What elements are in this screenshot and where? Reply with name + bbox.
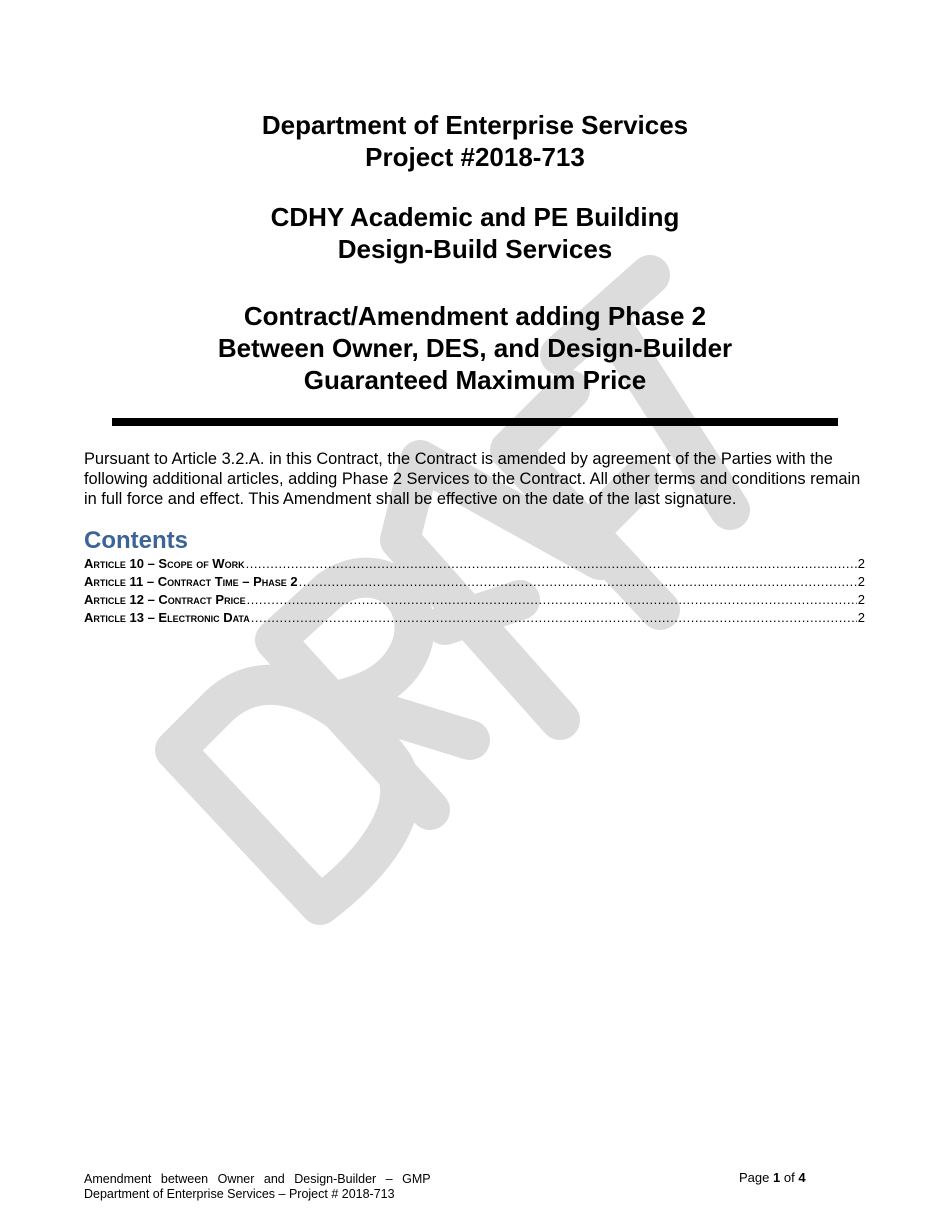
toc-entry[interactable] [84,592,865,610]
toc-entry-label: Article 13 – Electronic Data [84,610,250,625]
toc-entry-label: Article 10 – Scope of Work [84,556,245,571]
title-block-department [0,109,950,173]
contract-title-line1: Contract/Amendment adding Phase 2 [243,301,707,331]
toc-entry[interactable] [84,556,865,574]
contract-title-line3: Guaranteed Maximum Price [303,365,647,395]
page-number [739,1170,806,1185]
page-of: of [783,1170,795,1185]
toc-entry-label: Article 12 – Contract Price [84,592,246,607]
toc-entry-page: 2 [857,610,865,625]
page-current: 1 [773,1170,781,1185]
title-block-contract [0,300,950,396]
department-name: Department of Enterprise Services [261,110,689,140]
project-number: Project #2018-713 [365,142,585,172]
toc-entry-page: 2 [857,592,865,607]
toc-entry-label: Article 11 – Contract Time – Phase 2 [84,574,298,589]
contents-heading: Contents [84,527,188,554]
toc-leader-dots [247,592,857,607]
toc-leader-dots [246,556,857,571]
footer-document-info [84,1172,431,1202]
toc-leader-dots [251,610,857,625]
footer-line1: Amendment between Owner and Design-Builder – GMP [84,1172,431,1186]
toc-entry-page: 2 [857,574,865,589]
intro-paragraph: Pursuant to Article 3.2.A. in this Contract, the Contract is amended by agreement of the Parties with the following additional articles, adding Phase 2 Services to the Contract. All other terms and conditions remain in full force and effect. This Amendment shall be effective on the date of the last signature. [84,450,861,508]
page-prefix: Page [739,1170,770,1185]
page-total: 4 [798,1170,806,1185]
toc-leader-dots [299,574,857,589]
contract-title-line2: Between Owner, DES, and Design-Builder [217,333,733,363]
toc-entry[interactable] [84,610,865,628]
services-name: Design-Build Services [337,234,613,264]
title-block-building [0,201,950,265]
toc-entry[interactable] [84,574,865,592]
title-divider [112,418,838,426]
building-name: CDHY Academic and PE Building [270,202,680,232]
table-of-contents [84,556,865,628]
toc-entry-page: 2 [857,556,865,571]
footer-line2: Department of Enterprise Services – Project # 2018-713 [84,1187,395,1201]
